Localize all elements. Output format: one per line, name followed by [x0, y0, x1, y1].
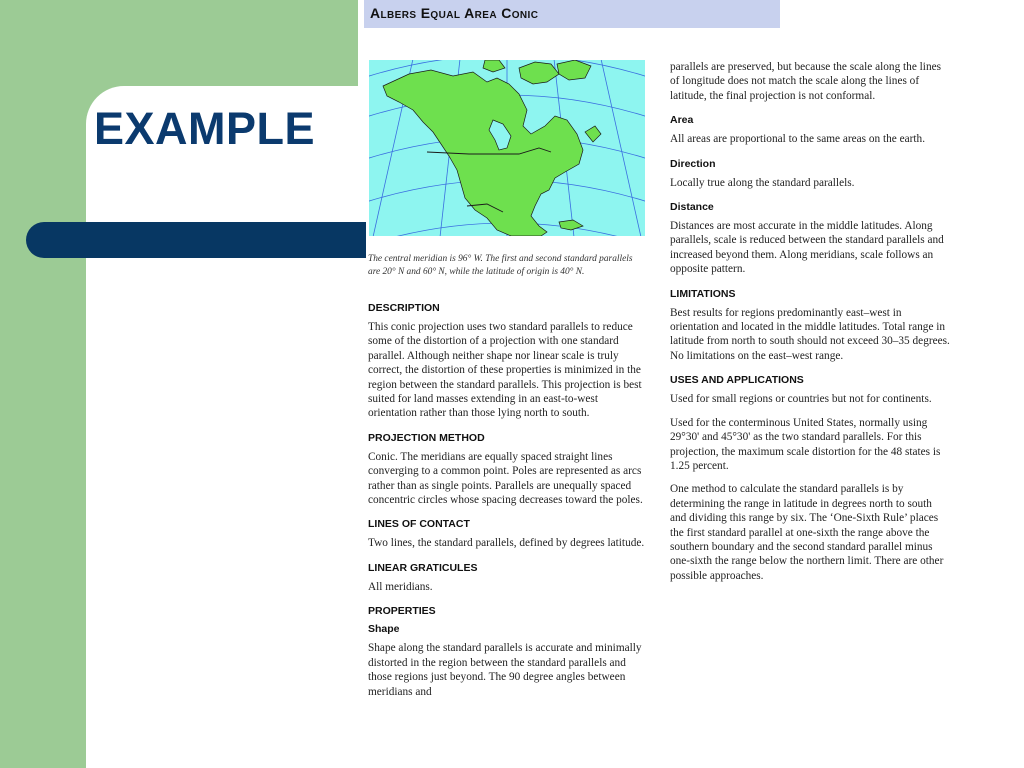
uses-and-applications-heading: USES AND APPLICATIONS [670, 374, 804, 387]
lines-of-contact-heading: LINES OF CONTACT [368, 518, 470, 531]
shape-continued-text: parallels are preserved, but because the scale along the lines of longitude does not match the scale along the lines of latitude, the final projection is not conformal. [670, 61, 942, 102]
linear-graticules-text: All meridians. [368, 580, 433, 593]
limitations-text: Best results for regions predominantly east–west in orientation and located in the middle latitudes. Total range in latitude from north to south should not exceed 30–35 degrees. No limitations on the east–west range. [670, 306, 950, 362]
projection-map [369, 60, 645, 236]
projection-method-heading: PROJECTION METHOD [368, 431, 485, 444]
linear-graticules-heading: LINEAR GRATICULES [368, 561, 478, 574]
direction-text: Locally true along the standard parallels. [670, 176, 855, 189]
properties-heading: PROPERTIES [368, 605, 436, 618]
shape-heading: Shape [368, 623, 400, 636]
header-bar [364, 0, 780, 28]
uses-text-2: Used for the conterminous United States, normally using 29°30' and 45°30' as the two standard parallels. For this projection, the maximum scale distortion for the 48 states is 1.25 percent. [670, 416, 941, 472]
map-illustration [369, 60, 645, 236]
map-caption: The central meridian is 96° W. The first and second standard parallels are 20° N and 60° N, while the latitude of origin is 40° N. [368, 254, 633, 277]
projection-title: Albers Equal Area Conic [370, 5, 539, 21]
uses-text-1: Used for small regions or countries but not for continents. [670, 393, 932, 406]
lines-of-contact-text: Two lines, the standard parallels, defined by degrees latitude. [368, 537, 645, 550]
limitations-heading: LIMITATIONS [670, 287, 736, 300]
left-text-column [368, 302, 646, 710]
distance-text: Distances are most accurate in the middle latitudes. Along parallels, scale is reduced between the standard parallels and increased beyond them. Along meridians, scale follows an opposite pattern. [670, 220, 944, 276]
area-heading: Area [670, 114, 694, 127]
title-panel [86, 86, 416, 768]
slide-title: EXAMPLE [94, 103, 316, 154]
uses-text-3: One method to calculate the standard parallels is by determining the range in latitude in degrees north to south and dividing this range by six. The ‘One-Sixth Rule’ places the first standard parallel at one-sixth the range above the southern boundary and the second standard parallel minus one-sixth the range below the northern limit. There are other possible approaches. [670, 483, 944, 582]
description-text: This conic projection uses two standard parallels to reduce some of the distortion of a projection with one standard parallel. Although neither shape nor linear scale is truly correct, the distortion of these properties is minimized in the region between the standard parallels. This projection is best suited for land masses extending in an east-to-west orientation rather than those lying north to south. [368, 321, 642, 420]
distance-heading: Distance [670, 201, 714, 214]
shape-text: Shape along the standard parallels is accurate and minimally distorted in the region between the standard parallels and those regions just beyond. The 90 degree angles between meridians and [368, 642, 642, 698]
direction-heading: Direction [670, 157, 716, 170]
area-text: All areas are proportional to the same areas on the earth. [670, 133, 926, 146]
right-text-column [670, 60, 950, 592]
description-heading: DESCRIPTION [368, 302, 440, 314]
projection-method-text: Conic. The meridians are equally spaced straight lines converging to a common point. Poles are represented as arcs rather than as single points. Parallels are unequally spaced concentric circles whose spacing decreases toward the poles. [368, 450, 643, 507]
navy-accent-band [26, 222, 366, 258]
